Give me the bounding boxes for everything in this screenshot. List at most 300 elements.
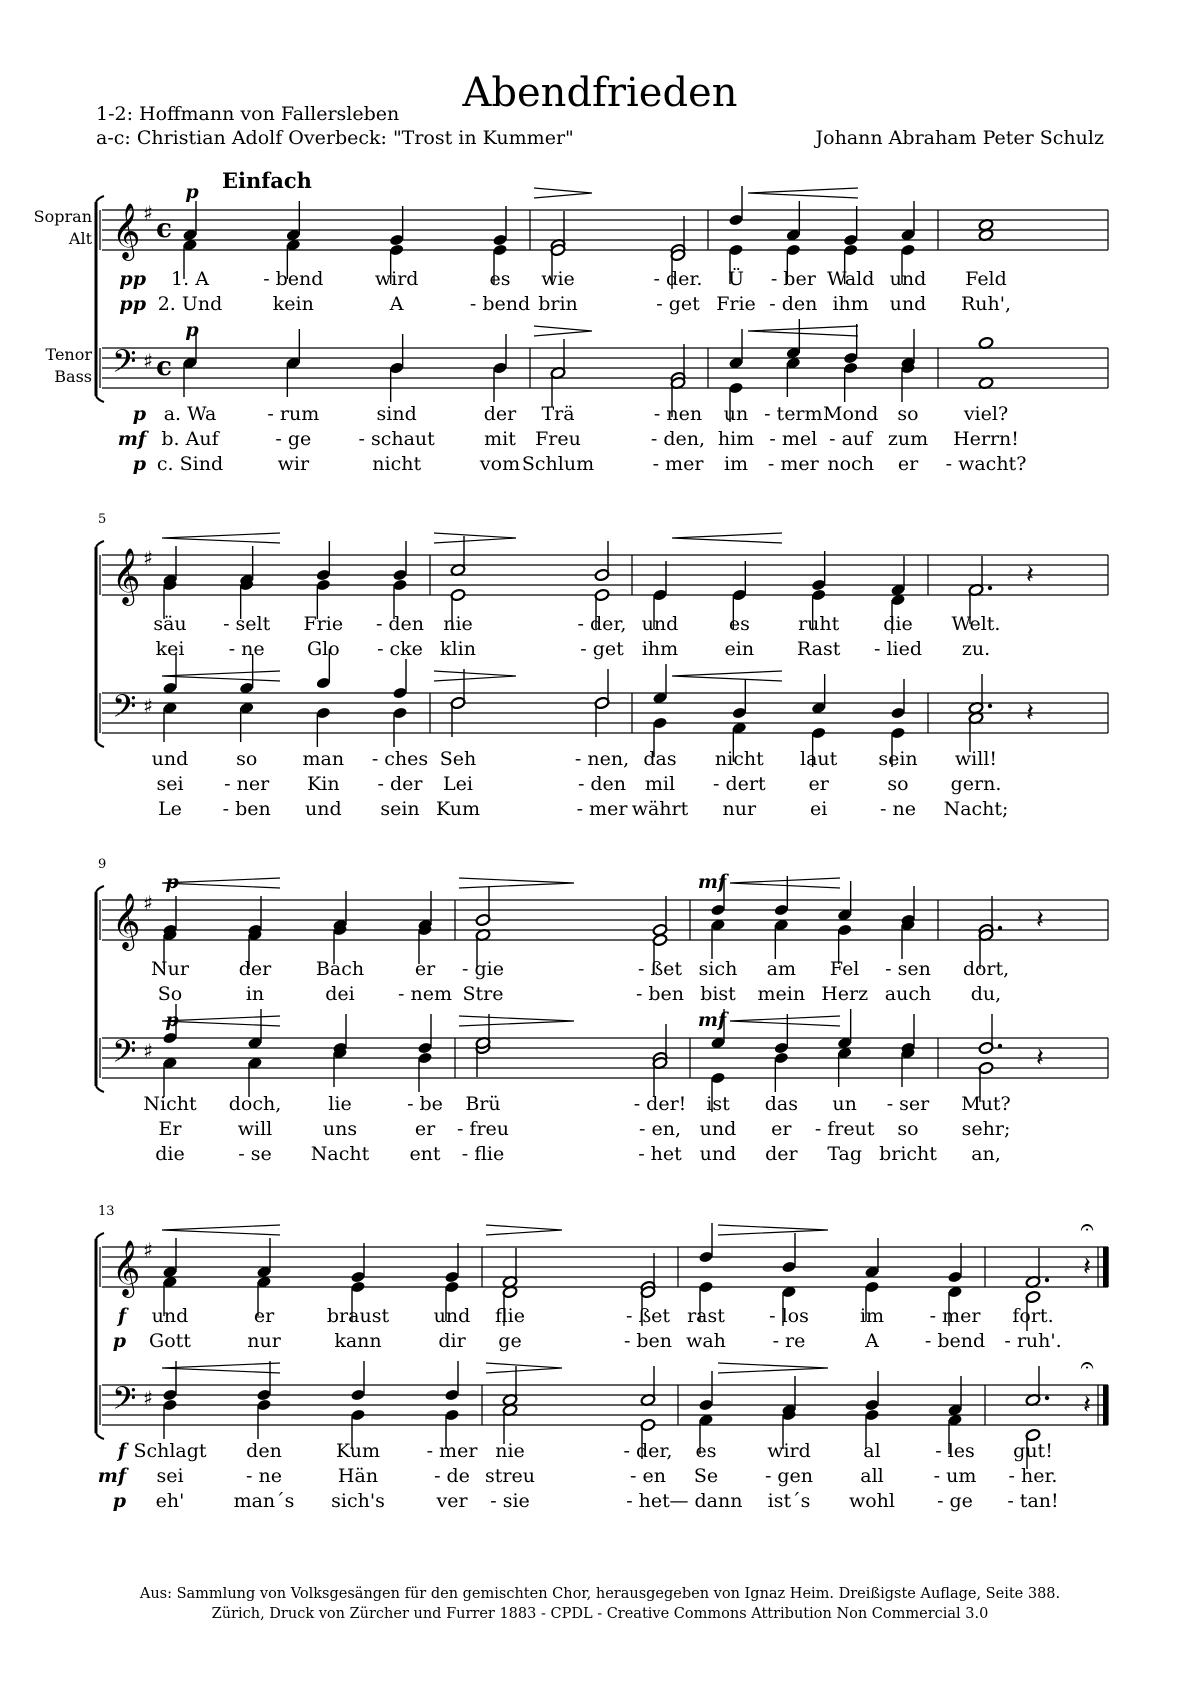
voice-label-tenor: Tenor	[45, 345, 92, 364]
lyric-syllable: viel?	[963, 403, 1009, 425]
lyric-syllable: Er	[158, 1118, 182, 1140]
lyric-syllable: er	[897, 453, 919, 475]
time-signature: c	[156, 214, 172, 244]
lyric-syllable: ruht	[798, 613, 840, 635]
lyric-syllable: so	[236, 748, 258, 770]
lyric-syllable: Brü	[465, 1093, 501, 1115]
lyric-syllable: laut	[800, 748, 838, 770]
lyric-syllable: - den	[769, 293, 818, 315]
lyric-syllable: du,	[970, 983, 1002, 1005]
lyric-syllable: streu	[485, 1465, 535, 1487]
lyric-syllable: un	[723, 403, 749, 425]
lyric-syllable: kein	[272, 293, 314, 315]
lyric-syllable: - se	[238, 1143, 272, 1165]
lyric-syllable: gut!	[1013, 1440, 1053, 1462]
lyric-syllable: - der.	[653, 268, 703, 290]
dot	[998, 1044, 1002, 1048]
lyric-syllable: Mut?	[961, 1093, 1011, 1115]
hairpin	[718, 1363, 828, 1373]
lyric-syllable: sein	[878, 748, 918, 770]
lyric-syllable: bricht	[879, 1143, 937, 1165]
lyric-syllable: - tan!	[1007, 1490, 1059, 1512]
lyric-syllable: - ben	[222, 798, 271, 820]
measure-number: 9	[98, 857, 107, 872]
lyric-syllable: und	[305, 798, 342, 820]
lyric-syllable: in	[245, 983, 265, 1005]
lyric-syllable: er	[414, 958, 436, 980]
lyric-syllable: - bend	[924, 1330, 986, 1352]
lyric-syllable: - lied	[873, 638, 923, 660]
lyric-syllable: wah	[686, 1330, 726, 1352]
lyric-syllable: un	[832, 1093, 857, 1115]
lyric-syllable: wohl	[848, 1490, 896, 1512]
system-bracket-top	[96, 1233, 104, 1239]
lyric-syllable: braust	[326, 1305, 390, 1327]
decrescendo-hairpin	[434, 671, 516, 681]
lyric-syllable: und	[699, 1118, 737, 1140]
lyric-syllable: - re	[772, 1330, 806, 1352]
decrescendo-hairpin	[459, 878, 574, 888]
treble-clef-icon: 𝄞	[112, 203, 141, 259]
lyric-syllable: - mer	[929, 1305, 981, 1327]
lyric-syllable: sehr;	[961, 1118, 1011, 1140]
crescendo-hairpin	[162, 1363, 280, 1373]
lyric-syllable: auch	[884, 983, 932, 1005]
lyric-syllable: - ches	[371, 748, 429, 770]
lyric-syllable: die	[155, 1143, 185, 1165]
lyric-syllable: dir	[438, 1330, 466, 1352]
lyric-syllable: Ruh',	[960, 293, 1012, 315]
lyric-syllable: und	[889, 293, 927, 315]
lyric-syllable: - be	[407, 1093, 443, 1115]
crescendo-hairpin	[162, 533, 280, 543]
lyric-syllable: - het	[638, 1143, 682, 1165]
lyric-syllable: ihm	[641, 638, 679, 660]
quarter-rest-icon: 𝄽	[1036, 1043, 1044, 1073]
lyric-syllable: brin	[538, 293, 578, 315]
lyric-syllable: sei	[156, 1465, 184, 1487]
lyric-syllable: Nacht;	[943, 798, 1009, 820]
lyric-syllable: - en,	[639, 1118, 681, 1140]
lyric-dynamic: pp	[119, 293, 146, 315]
lyric-syllable: währt	[631, 798, 689, 820]
key-signature-sharp: ♯	[143, 1386, 153, 1410]
fermata-icon: 𝄐	[1080, 1351, 1094, 1379]
crescendo-hairpin	[162, 878, 280, 888]
lyric-syllable: Trä	[541, 403, 575, 425]
lyric-syllable: - term	[764, 403, 823, 425]
lyric-syllable: nie	[443, 613, 473, 635]
lyric-syllable: - her.	[1008, 1465, 1058, 1487]
lyric-syllable: Freu	[535, 428, 581, 450]
lyric-syllable: - nen	[653, 403, 703, 425]
treble-clef-icon: 𝄞	[112, 1240, 141, 1296]
key-signature-sharp: ♯	[143, 694, 153, 718]
lyric-syllable: - freu	[456, 1118, 510, 1140]
lyric-syllable: gern.	[950, 773, 1002, 795]
key-signature-sharp: ♯	[143, 546, 153, 570]
lyric-syllable: Herz	[821, 983, 869, 1005]
lyric-syllable: - bend	[263, 268, 324, 290]
dynamic-marking: p	[185, 319, 199, 341]
lyric-syllable: - ge	[275, 428, 312, 450]
lyric-syllable: - bend	[469, 293, 531, 315]
dynamic-marking: p	[185, 181, 199, 203]
lyric-syllable: bist	[700, 983, 736, 1005]
lyric-syllable: - den	[375, 613, 425, 635]
dot	[998, 926, 1002, 930]
lyric-syllable: man	[302, 748, 345, 770]
lyric-dynamic: pp	[119, 268, 146, 290]
fermata-icon: 𝄐	[1080, 1213, 1094, 1241]
hairpin	[730, 1016, 840, 1026]
dot	[1045, 1278, 1049, 1282]
lyric-syllable: Kin	[307, 773, 340, 795]
lyric-syllable: wird	[767, 1440, 811, 1462]
lyric-syllable: säu	[153, 613, 187, 635]
hairpin	[672, 533, 782, 543]
lyric-syllable: Hän	[337, 1465, 379, 1487]
lyric-syllable: nur	[722, 798, 757, 820]
lyric-syllable: him	[717, 428, 755, 450]
lyric-syllable: - der,	[577, 613, 627, 635]
lyric-syllable: - ner	[224, 773, 270, 795]
lyric-syllable: Ü	[727, 268, 745, 290]
footer-source: Aus: Sammlung von Volksgesängen für den gemischten Chor, herausgegeben von Ignaz Heim. Dreißigste Auflage, Seite 388.	[139, 1586, 1061, 1602]
lyric-syllable: Nicht	[143, 1093, 197, 1115]
lyric-syllable: es	[695, 1440, 717, 1462]
decrescendo-hairpin	[486, 1225, 562, 1235]
lyric-syllable: - get	[656, 293, 700, 315]
key-signature-sharp: ♯	[143, 1039, 153, 1063]
lyric-dynamic: mf	[117, 428, 146, 450]
lyric-syllable: so	[887, 773, 909, 795]
lyric-syllable: A	[865, 1330, 879, 1352]
lyric-syllable: Lei	[443, 773, 473, 795]
bass-clef-icon: 𝄢	[112, 343, 137, 387]
lyric-syllable: Glo	[306, 638, 340, 660]
lyric-syllable: Kum	[435, 798, 481, 820]
lyric-syllable: - mer	[426, 1440, 478, 1462]
dot	[1045, 1396, 1049, 1400]
lyric-syllable: sind	[376, 403, 417, 425]
lyric-syllable: - nem	[398, 983, 452, 1005]
dynamic-marking: p	[165, 871, 179, 893]
dynamic-marking: p	[165, 1009, 179, 1031]
lyric-syllable: - der!	[633, 1093, 687, 1115]
lyric-dynamic: f	[117, 1305, 126, 1327]
lyric-syllable: sein	[380, 798, 420, 820]
lyric-syllable: Mond	[823, 403, 879, 425]
lyric-syllable: kann	[334, 1330, 382, 1352]
bass-clef-icon: 𝄢	[112, 688, 137, 732]
lyric-syllable: will!	[954, 748, 998, 770]
lyric-syllable: - den	[577, 773, 627, 795]
quarter-rest-icon: 𝄽	[1036, 905, 1044, 935]
crescendo-hairpin	[162, 1225, 280, 1235]
lyric-syllable: es	[489, 268, 511, 290]
bass-clef-icon: 𝄢	[112, 1380, 137, 1424]
voice-label-bass: Bass	[54, 367, 92, 386]
lyric-syllable: - ne	[228, 638, 265, 660]
lyric-syllable: er	[808, 773, 829, 795]
lyric-syllable: Frie	[303, 613, 344, 635]
hairpin	[718, 1225, 828, 1235]
lyric-syllable: rast	[687, 1305, 725, 1327]
lyric-syllable: - mel	[769, 428, 818, 450]
lyric-syllable: Kum	[335, 1440, 381, 1462]
lyric-syllable: - sie	[490, 1490, 530, 1512]
lyric-syllable: - ne	[880, 798, 916, 820]
lyric-syllable: 2. Und	[157, 293, 223, 315]
lyric-syllable: - der	[377, 773, 423, 795]
lyric-syllable: mit	[484, 428, 516, 450]
lyric-syllable: Nur	[151, 958, 189, 980]
lyric-syllable: und	[641, 613, 679, 635]
lyric-syllable: ent	[409, 1143, 441, 1165]
key-signature-sharp: ♯	[143, 201, 153, 225]
lyric-syllable: ge	[498, 1330, 522, 1352]
lyric-syllable: wie	[541, 268, 575, 290]
lyric-syllable: es	[728, 613, 750, 635]
lyric-syllable: Frie	[716, 293, 756, 315]
lyric-syllable: - los	[769, 1305, 809, 1327]
lyric-syllable: sich	[698, 958, 738, 980]
lyric-syllable: - ser	[886, 1093, 930, 1115]
time-signature: c	[156, 352, 172, 382]
measure-number: 13	[98, 1204, 115, 1219]
lyric-syllable: uns	[322, 1118, 358, 1140]
system-bracket-top	[96, 886, 104, 892]
lyric-syllable: man´s	[233, 1490, 295, 1512]
final-barline	[1103, 1385, 1108, 1425]
lyric-syllable: - auf	[829, 428, 873, 450]
lyric-syllable: - ben	[623, 1330, 673, 1352]
lyric-syllable: all	[860, 1465, 884, 1487]
voice-label-alto: Alt	[68, 229, 92, 248]
system-bracket-bottom	[96, 396, 104, 402]
lyric-syllable: der	[483, 403, 517, 425]
lyric-syllable: die	[883, 613, 913, 635]
page-title: Abendfrieden	[462, 70, 738, 116]
lyric-syllable: Le	[158, 798, 182, 820]
lyric-syllable: ist´s	[767, 1490, 811, 1512]
lyric-syllable: - mer	[767, 453, 819, 475]
key-signature-sharp: ♯	[143, 1238, 153, 1262]
lyric-syllable: - gen	[764, 1465, 814, 1487]
lyric-syllable: Seh	[439, 748, 477, 770]
lyric-syllable: Se	[693, 1465, 719, 1487]
lyric-syllable: doch,	[228, 1093, 282, 1115]
lyric-syllable: nicht	[714, 748, 764, 770]
key-signature-sharp: ♯	[143, 349, 153, 373]
lyric-syllable: - um	[933, 1465, 977, 1487]
lyric-syllable: 1. A	[171, 268, 209, 290]
dot	[988, 704, 992, 708]
lyric-syllable: sei	[156, 773, 184, 795]
lyricist-line-2: a-c: Christian Adolf Overbeck: "Trost in Kummer"	[96, 127, 574, 149]
lyric-syllable: - flie	[461, 1143, 505, 1165]
lyric-syllable: und	[699, 1143, 737, 1165]
system-bracket-bottom	[96, 1433, 104, 1439]
lyric-syllable: — dann	[669, 1490, 743, 1512]
lyric-dynamic: p	[112, 1490, 126, 1512]
lyric-syllable: - freut	[814, 1118, 875, 1140]
dynamic-marking: mf	[697, 871, 727, 893]
decrescendo-hairpin	[486, 1363, 562, 1373]
final-barline	[1103, 1247, 1108, 1287]
lyric-syllable: a. Wa	[163, 403, 217, 425]
lyric-dynamic: p	[132, 403, 146, 425]
lyric-syllable: Feld	[965, 268, 1007, 290]
decrescendo-hairpin	[534, 326, 592, 336]
lyric-syllable: Welt.	[951, 613, 1001, 635]
lyric-syllable: ist	[706, 1093, 730, 1115]
lyric-syllable: - schaut	[358, 428, 435, 450]
dot	[988, 586, 992, 590]
hairpin	[730, 878, 840, 888]
decrescendo-hairpin	[534, 188, 592, 198]
system-bracket-top	[96, 541, 104, 547]
lyric-syllable: eh'	[155, 1490, 185, 1512]
lyric-syllable: und	[151, 1305, 189, 1327]
lyric-syllable: - cke	[377, 638, 423, 660]
lyric-syllable: wir	[277, 453, 310, 475]
lyric-syllable: flie	[495, 1305, 525, 1327]
lyric-syllable: das	[643, 748, 677, 770]
lyric-syllable: Schlum	[521, 453, 595, 475]
lyric-syllable: - wacht?	[945, 453, 1027, 475]
lyric-syllable: - en	[630, 1465, 666, 1487]
lyric-syllable: - den,	[650, 428, 706, 450]
measure-number: 5	[98, 512, 107, 527]
lyric-syllable: an,	[971, 1143, 1001, 1165]
lyric-syllable: - get	[580, 638, 624, 660]
lyric-syllable: dort,	[962, 958, 1010, 980]
quarter-rest-icon: 𝄽	[1083, 1390, 1091, 1420]
lyric-syllable: - nen,	[574, 748, 630, 770]
lyric-syllable: - mer	[652, 453, 704, 475]
dynamic-marking: mf	[697, 1009, 727, 1031]
system-bracket-bottom	[96, 741, 104, 747]
lyric-syllable: Herrn!	[953, 428, 1019, 450]
quarter-rest-icon: 𝄽	[1026, 560, 1034, 590]
lyric-syllable: will	[237, 1118, 273, 1140]
lyric-syllable: nie	[495, 1440, 525, 1462]
lyric-syllable: nur	[247, 1330, 281, 1352]
lyric-syllable: sich's	[331, 1490, 385, 1512]
lyric-syllable: ver	[436, 1490, 468, 1512]
bass-clef-icon: 𝄢	[112, 1033, 137, 1077]
lyric-syllable: das	[764, 1093, 798, 1115]
lyric-syllable: und	[151, 748, 189, 770]
lyric-syllable: - ge	[937, 1490, 973, 1512]
lyric-syllable: ei	[810, 798, 828, 820]
lyric-syllable: - les	[935, 1440, 975, 1462]
lyric-syllable: - het	[626, 1490, 670, 1512]
lyric-syllable: kei	[155, 638, 185, 660]
lyric-syllable: - selt	[223, 613, 271, 635]
lyric-syllable: c. Sind	[156, 453, 224, 475]
lyric-dynamic: f	[117, 1440, 126, 1462]
lyric-syllable: am	[766, 958, 797, 980]
lyric-syllable: - ne	[246, 1465, 282, 1487]
crescendo-hairpin	[162, 1016, 280, 1026]
lyric-syllable: Stre	[462, 983, 504, 1005]
lyric-syllable: er	[414, 1118, 436, 1140]
system-bracket-bottom	[96, 1086, 104, 1092]
lyric-dynamic: p	[112, 1330, 126, 1352]
lyricist-line-1: 1-2: Hoffmann von Fallersleben	[96, 103, 400, 125]
lyric-syllable: er	[253, 1305, 275, 1327]
crescendo-hairpin	[162, 671, 280, 681]
lyric-syllable: - gie	[462, 958, 504, 980]
lyric-syllable: mein	[757, 983, 806, 1005]
tempo-marking: Einfach	[222, 168, 312, 193]
treble-clef-icon: 𝄞	[112, 893, 141, 949]
lyric-syllable: so	[897, 1118, 919, 1140]
lyric-syllable: Rast	[796, 638, 841, 660]
lyric-syllable: Bach	[315, 958, 365, 980]
lyric-syllable: mil	[644, 773, 676, 795]
lyric-syllable: zum	[887, 428, 929, 450]
lyric-syllable: - ben	[635, 983, 685, 1005]
lyric-syllable: b. Auf	[161, 428, 219, 450]
lyric-syllable: - mer	[576, 798, 628, 820]
lyric-syllable: A	[389, 293, 404, 315]
hairpin	[748, 188, 858, 198]
lyric-syllable: vom	[479, 453, 521, 475]
lyric-dynamic: p	[132, 453, 146, 475]
lyric-syllable: klin	[440, 638, 476, 660]
lyric-syllable: fort.	[1012, 1305, 1054, 1327]
system-bracket-top	[96, 196, 104, 202]
decrescendo-hairpin	[459, 1016, 574, 1026]
footer-license: Zürich, Druck von Zürcher und Furrer 1883 - CPDL - Creative Commons Attribution Non Commercial 3.0	[211, 1606, 989, 1622]
treble-clef-icon: 𝄞	[112, 548, 141, 604]
lyric-syllable: Gott	[149, 1330, 191, 1352]
lyric-syllable: Fel	[829, 958, 860, 980]
lyric-syllable: Wald	[826, 268, 875, 290]
lyric-syllable: im	[723, 453, 749, 475]
lyric-syllable: ihm	[832, 293, 869, 315]
lyric-syllable: - sen	[885, 958, 931, 980]
lyric-syllable: - ruh'.	[1004, 1330, 1062, 1352]
lyric-syllable: So	[157, 983, 183, 1005]
lyric-syllable: im	[859, 1305, 885, 1327]
lyric-syllable: - ßet	[625, 1305, 671, 1327]
lyric-syllable: und	[889, 268, 927, 290]
lyric-syllable: den	[246, 1440, 282, 1462]
lyric-syllable: so	[897, 403, 919, 425]
decrescendo-hairpin	[434, 533, 516, 543]
lyric-syllable: noch	[827, 453, 874, 475]
lyric-syllable: Nacht	[310, 1143, 370, 1165]
lyric-syllable: Schlagt	[133, 1440, 207, 1462]
lyric-syllable: - rum	[267, 403, 320, 425]
lyric-syllable: - ßet	[637, 958, 683, 980]
lyric-syllable: der	[238, 958, 272, 980]
hairpin	[748, 326, 858, 336]
key-signature-sharp: ♯	[143, 891, 153, 915]
lyric-syllable: lie	[328, 1093, 352, 1115]
lyric-syllable: - ber	[770, 268, 816, 290]
lyric-syllable: - dert	[713, 773, 766, 795]
lyric-syllable: wird	[374, 268, 419, 290]
lyric-syllable: er	[771, 1118, 792, 1140]
lyric-syllable: al	[863, 1440, 881, 1462]
voice-label-soprano: Sopran	[33, 207, 92, 226]
